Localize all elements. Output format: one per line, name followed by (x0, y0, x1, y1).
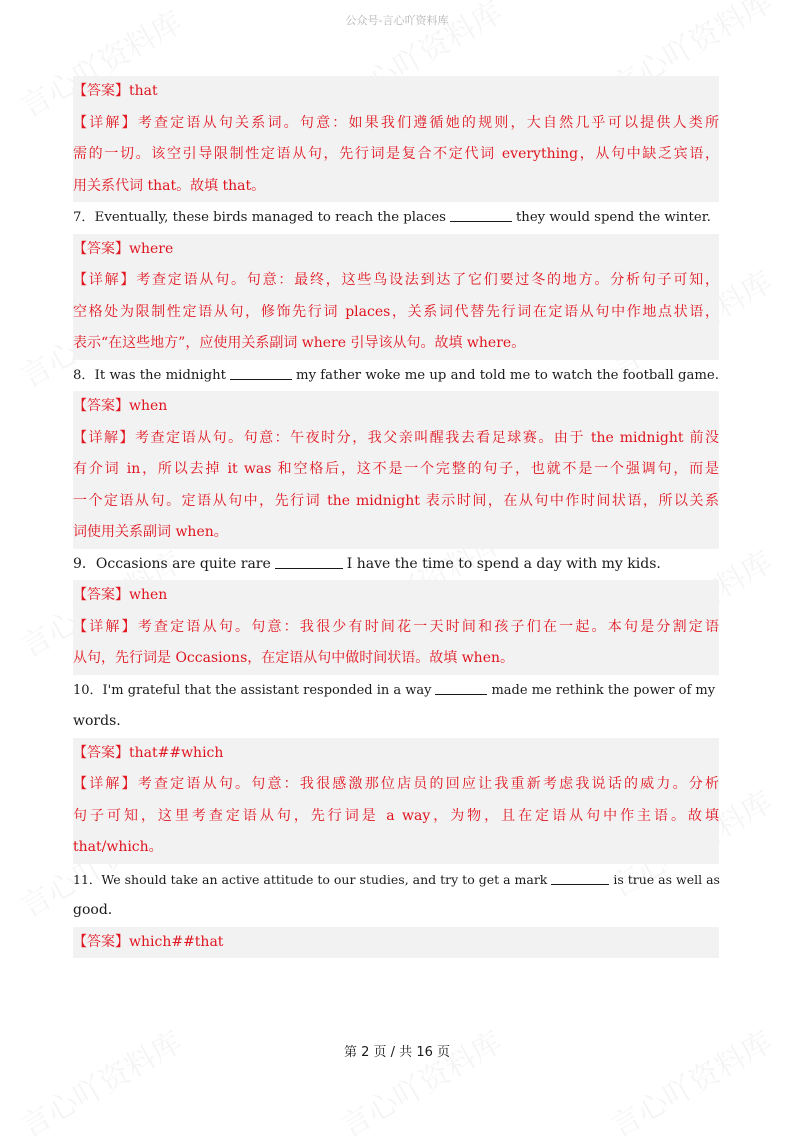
answer-line: 【答案】where (73, 240, 174, 257)
detail-line: 【详解】考查定语从句。句意：我很少有时间花一天时间和孩子们在一起。本句是分割定语 (73, 618, 719, 635)
answer-block (73, 234, 719, 360)
detail-line: 表示“在这些地方”，应使用关系副词 where 引导该从句。故填 where。 (73, 335, 526, 351)
detail-line: 【详解】考查定语从句。句意：最终，这些鸟设法到达了它们要过冬的地方。分析句子可知， (73, 272, 719, 288)
answer-block (73, 76, 719, 202)
answer-block (73, 391, 719, 549)
answer-block (73, 580, 719, 675)
question-text: they would spend the winter. (515, 210, 711, 225)
detail-line: 【详解】考查定语从句关系词。句意：如果我们遵循她的规则，大自然几乎可以提供人类所 (73, 114, 719, 131)
page-header: 公众号-言心吖资料库 (345, 14, 449, 27)
answer-line: 【答案】that (73, 83, 158, 99)
answer-blank (435, 680, 487, 695)
answer-line: 【答案】when (73, 587, 168, 603)
detail-line: 【详解】考查定语从句。句意：我很感激那位店员的回应让我重新考虑我说话的威力。分析 (73, 776, 719, 792)
question-text: I have the time to spend a day with my kids. (346, 555, 661, 572)
question-11 (73, 864, 719, 896)
question-11-continued: good. (73, 902, 113, 918)
answer-line: 【答案】which##that (73, 933, 224, 950)
answer-blank (230, 365, 292, 380)
detail-line: 空格处为限制性定语从句，修饰先行词 places，关系词代替先行词在定语从句中作地点状语， (73, 303, 719, 320)
question-10 (73, 675, 719, 707)
question-text: 8．It was the midnight (73, 367, 227, 383)
question-text: is true as well as (613, 871, 720, 887)
detail-line: 用关系代词 that。故填 that。 (73, 177, 266, 194)
page-footer: 第 2 页 / 共 16 页 (344, 1045, 450, 1060)
question-text: my father woke me up and told me to watch the football game. (296, 367, 719, 383)
detail-line: 句子可知，这里考查定语从句，先行词是 a way，为物，且在定语从句中作主语。故填 (73, 807, 719, 824)
question-text: made me rethink the power of my (491, 682, 716, 698)
question-10-continued: words. (73, 713, 121, 729)
answer-blank (450, 207, 512, 222)
question-text: 7．Eventually, these birds managed to reach the places (73, 210, 446, 225)
answer-line: 【答案】when (73, 398, 168, 414)
detail-line: 【详解】考查定语从句。句意：午夜时分，我父亲叫醒我去看足球赛。由于 the midnight 前没 (73, 429, 719, 446)
watermark (11, 1018, 189, 1146)
question-8 (73, 360, 719, 392)
detail-line: that/which。 (73, 839, 163, 855)
answer-blank (275, 554, 343, 569)
detail-line: 从句，先行词是 Occasions，在定语从句中做时间状语。故填 when。 (73, 650, 514, 666)
detail-line: 需的一切。该空引导限制性定语从句，先行词是复合不定代词 everything，从句中缺乏宾语， (73, 146, 719, 162)
answer-line: 【答案】that##which (73, 744, 224, 761)
question-9 (73, 549, 719, 581)
question-text: 10．I'm grateful that the assistant responded in a way (73, 682, 432, 698)
answer-block (73, 927, 719, 959)
question-7 (73, 202, 719, 234)
watermark (331, 1018, 509, 1146)
question-text: 11．We should take an active attitude to our studies, and try to get a mark (73, 871, 548, 887)
answer-blank (551, 870, 609, 885)
question-text: 9．Occasions are quite rare (73, 555, 271, 572)
watermark (601, 1018, 779, 1146)
detail-line: 一个定语从句。定语从句中，先行词 the midnight 表示时间，在从句中作时间状语，所以关系 (73, 492, 719, 509)
exercise-content (73, 76, 719, 958)
answer-block (73, 738, 719, 864)
detail-line: 词使用关系副词 when。 (73, 524, 228, 540)
detail-line: 有介词 in，所以去掉 it was 和空格后，这不是一个完整的句子，也就不是一个强调句，而是 (73, 461, 719, 477)
